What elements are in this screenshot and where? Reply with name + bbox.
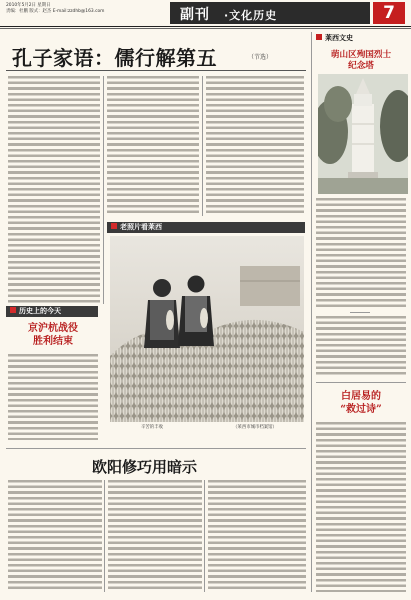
confucius-text-col-2 (107, 76, 199, 216)
ouyang-text-col-3 (208, 480, 306, 592)
laixi-culture-label: 莱西文史 (316, 33, 406, 44)
confucius-title: 孔子家语：儒行解第五 (12, 46, 217, 70)
harvest-photo (110, 236, 304, 422)
issue-date: 2010年5月2日 星期日 (6, 3, 51, 8)
laixi-culture-text-1 (316, 198, 406, 308)
header-rule-thin (0, 28, 411, 29)
history-today-headline: 京沪杭战役 胜利结束 (28, 323, 78, 347)
section-square-icon (316, 34, 322, 40)
column-divider (202, 76, 203, 216)
header-rule (0, 26, 411, 27)
photo-caption-right: （莱西市城市档案馆） (233, 425, 277, 430)
ouyang-text-col-1 (8, 480, 102, 592)
ouyang-text-col-2 (108, 480, 202, 592)
right-column-divider (311, 32, 312, 592)
confucius-text-col-1 (8, 76, 100, 304)
column-divider (104, 480, 105, 592)
section-rule (6, 448, 306, 449)
editor-credits: 责编：杜鹏 版式：赵杰 E-mail:zzdhb@163.com (6, 9, 105, 14)
history-today-label: 历史上的今天 (6, 306, 98, 317)
baijuyi-headline: 白居易的 “救过诗” (340, 391, 382, 415)
section-rule (316, 382, 406, 383)
masthead (170, 2, 370, 24)
confucius-text-col-3 (206, 76, 304, 216)
header-info (6, 3, 126, 15)
divider (350, 312, 370, 313)
confucius-title-rule (6, 70, 306, 71)
page-number: 7 (373, 2, 405, 24)
section-square-icon (10, 307, 16, 313)
photo-caption-left: 辛苦的丰收 (141, 425, 163, 430)
ouyang-headline: 欧阳修巧用暗示 (92, 458, 198, 476)
laixi-culture-text-2 (316, 316, 406, 376)
column-divider (103, 76, 104, 304)
memorial-tower-photo (318, 74, 408, 194)
column-divider (204, 480, 205, 592)
confucius-subtitle: （节选） (248, 54, 273, 61)
baijuyi-text (316, 422, 406, 592)
laixi-culture-headline: 萌山区殉国烈士 纪念塔 (330, 50, 392, 71)
masthead-main: 副刊 (180, 7, 210, 23)
history-today-text (8, 354, 98, 440)
section-square-icon (111, 223, 117, 229)
masthead-sub: ·文化历史 (224, 9, 278, 22)
old-photo-label: 老照片看莱西 (107, 222, 305, 233)
